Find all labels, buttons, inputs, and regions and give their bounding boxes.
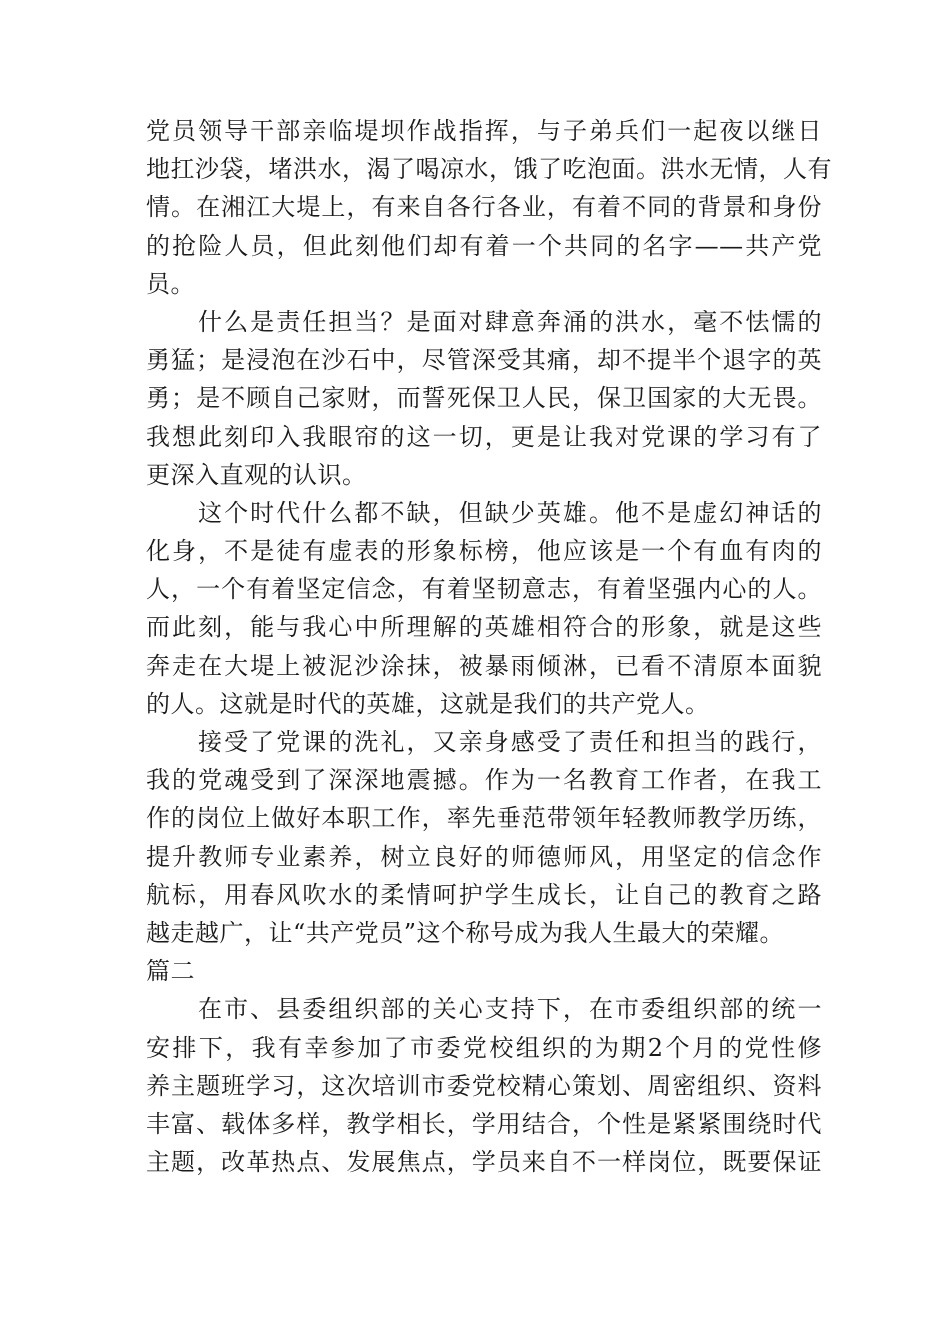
text-line: 航标，用春风吹水的柔情呵护学生成长，让自己的教育之路 <box>146 880 822 909</box>
text-line: 主题，改革热点、发展焦点，学员来自不一样岗位，既要保证 <box>146 1148 822 1177</box>
text-line: 在市、县委组织部的关心支持下，在市委组织部的统一 <box>198 995 822 1024</box>
text-line: 奔走在大堤上被泥沙涂抹，被暴雨倾淋，已看不清原本面貌 <box>146 651 822 680</box>
text-line: 提升教师专业素养，树立良好的师德师风，用坚定的信念作 <box>146 842 822 871</box>
text-line: 地扛沙袋，堵洪水，渴了喝凉水，饿了吃泡面。洪水无情，人有 <box>146 155 832 184</box>
text-line: 养主题班学习，这次培训市委党校精心策划、周密组织、资料 <box>146 1071 822 1100</box>
text-line: 什么是责任担当？是面对肆意奔涌的洪水，毫不怯懦的 <box>198 307 822 336</box>
text-line: 更深入直观的认识。 <box>146 460 367 489</box>
text-line: 安排下，我有幸参加了市委党校组织的为期2个月的党性修 <box>146 1033 822 1062</box>
body-text <box>146 112 832 1181</box>
section-heading: 篇二 <box>146 957 195 986</box>
text-line: 越走越广，让“共产党员”这个称号成为我人生最大的荣耀。 <box>146 918 785 947</box>
text-line: 员。 <box>146 269 195 298</box>
text-line: 的抢险人员，但此刻他们却有着一个共同的名字——共产党 <box>146 231 822 260</box>
text-line: 我想此刻印入我眼帘的这一切，更是让我对党课的学习有了 <box>146 422 822 451</box>
text-line: 党员领导干部亲临堤坝作战指挥，与子弟兵们一起夜以继日 <box>146 117 822 145</box>
text-line: 情。在湘江大堤上，有来自各行各业，有着不同的背景和身份 <box>146 193 822 222</box>
text-line: 作的岗位上做好本职工作，率先垂范带领年轻教师教学历练， <box>146 804 822 833</box>
text-line: 接受了党课的洗礼，又亲身感受了责任和担当的践行， <box>198 728 822 756</box>
text-line: 的人。这就是时代的英雄，这就是我们的共产党人。 <box>146 689 710 718</box>
text-line: 我的党魂受到了深深地震撼。作为一名教育工作者，在我工 <box>146 766 822 795</box>
text-line: 勇猛；是浸泡在沙石中，尽管深受其痛，却不提半个退字的英 <box>146 346 822 375</box>
text-line: 丰富、载体多样，教学相长，学用结合，个性是紧紧围绕时代 <box>146 1109 822 1138</box>
text-line: 人，一个有着坚定信念，有着坚韧意志，有着坚强内心的人。 <box>146 575 822 604</box>
text-line: 而此刻，能与我心中所理解的英雄相符合的形象，就是这些 <box>146 613 822 642</box>
text-line: 勇；是不顾自己家财，而誓死保卫人民，保卫国家的大无畏。 <box>146 384 822 413</box>
text-line: 化身，不是徒有虚表的形象标榜，他应该是一个有血有肉的 <box>146 537 822 566</box>
text-line: 这个时代什么都不缺，但缺少英雄。他不是虚幻神话的 <box>198 498 822 527</box>
